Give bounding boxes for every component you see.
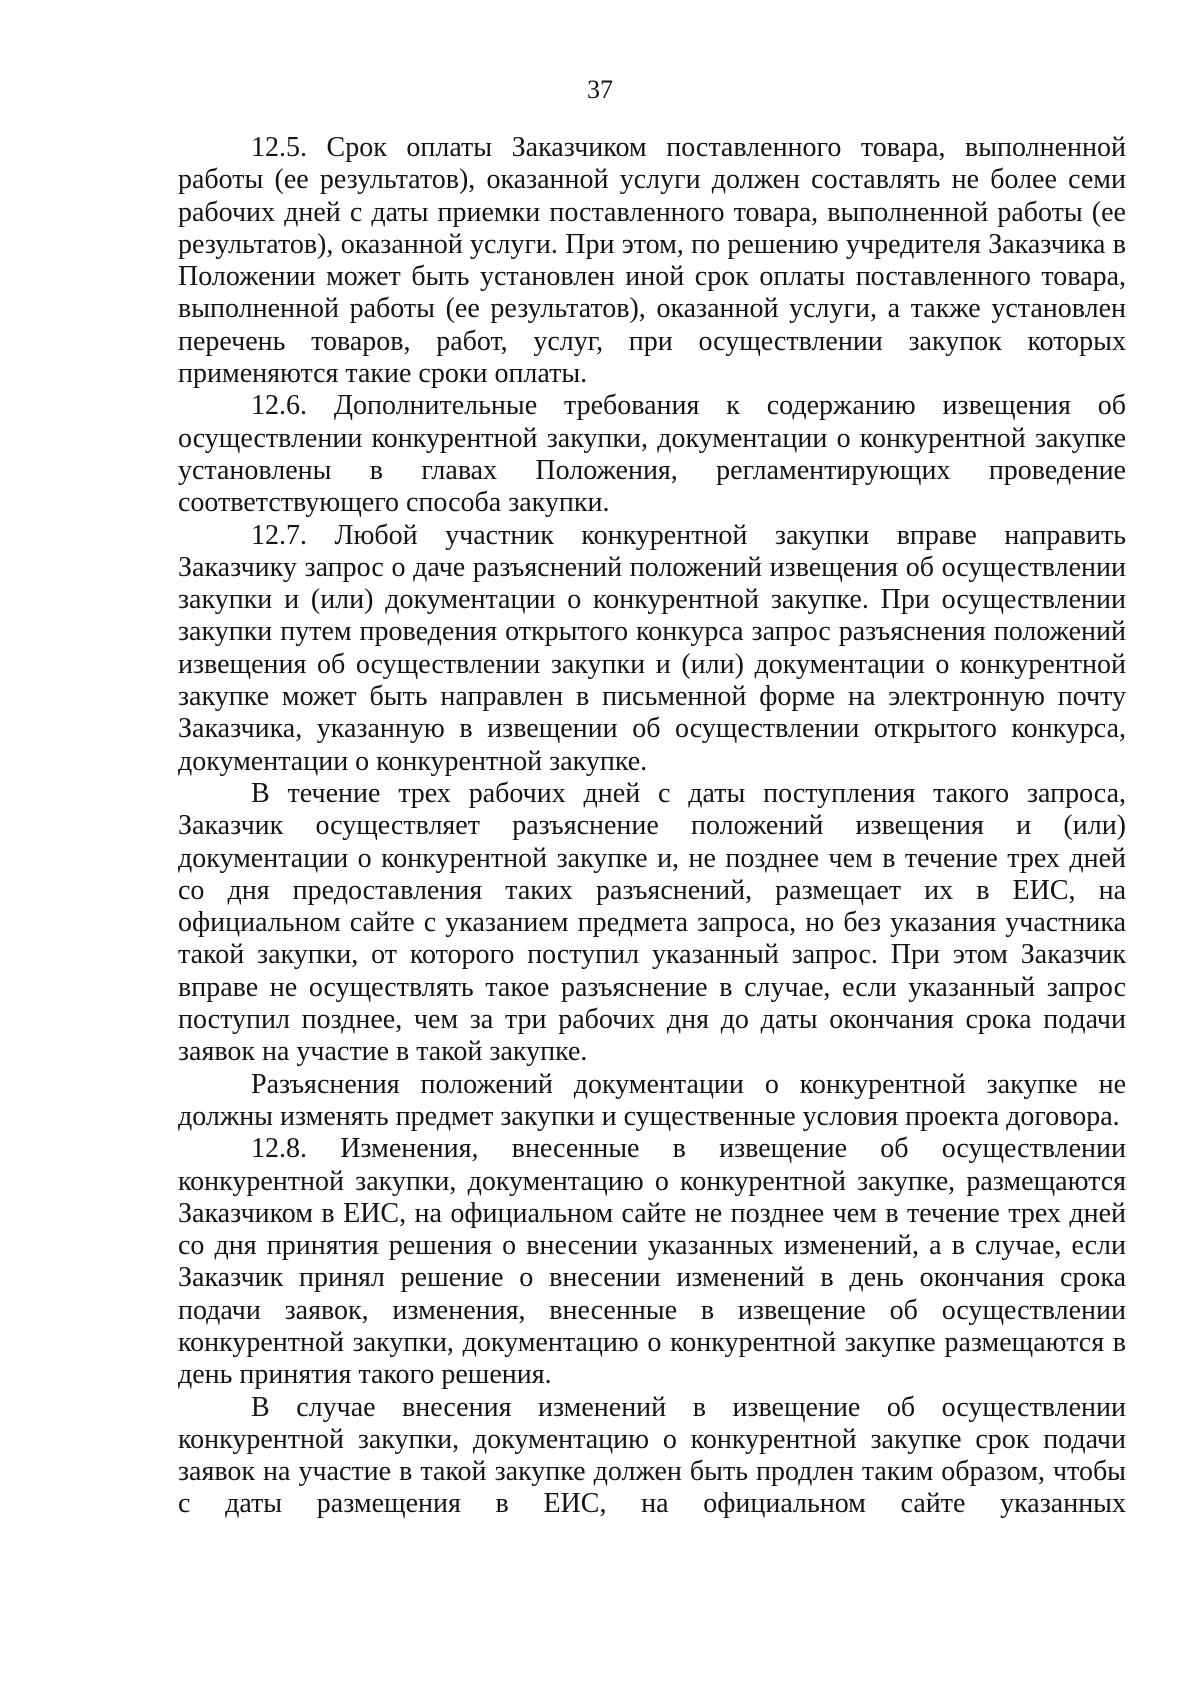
paragraph-12-7-clarification-scope: Разъяснения положений документации о конкурентной закупке не должны изменять предмет закупки и существенные условия проекта договора. bbox=[178, 1068, 1126, 1132]
paragraph-12-7: 12.7. Любой участник конкурентной закупки вправе направить Заказчику запрос о даче разъяснений положений извещения об осуществлении закупки и (или) документации о конкурентной закупке. При осуществлении закупки путем проведения открытого конкурса запрос разъяснения положений извещения об осуществлении закупки и (или) документации о конкурентной закупке может быть направлен в письменной форме на электронную почту Заказчика, указанную в извещении об осуществлении открытого конкурса, документации о конкурентной закупке. bbox=[178, 519, 1126, 777]
paragraph-12-7-clarification-term: В течение трех рабочих дней с даты поступления такого запроса, Заказчик осуществляет разъяснение положений извещения и (или) документации о конкурентной закупке и, не позднее чем в течение трех дней со дня предоставления таких разъяснений, размещает их в ЕИС, на официальном сайте с указанием предмета запроса, но без указания участника такой закупки, от которого поступил указанный запрос. При этом Заказчик вправе не осуществлять такое разъяснение в случае, если указанный запрос поступил позднее, чем за три рабочих дня до даты окончания срока подачи заявок на участие в такой закупке. bbox=[178, 777, 1126, 1068]
paragraph-12-8: 12.8. Изменения, внесенные в извещение об осуществлении конкурентной закупки, документацию о конкурентной закупке, размещаются Заказчиком в ЕИС, на официальном сайте не позднее чем в течение трех дней со дня принятия решения о внесении указанных изменений, а в случае, если Заказчик принял решение о внесении изменений в день окончания срока подачи заявок, изменения, внесенные в извещение об осуществлении конкурентной закупки, документацию о конкурентной закупке размещаются в день принятия такого решения. bbox=[178, 1133, 1126, 1391]
page-number: 37 bbox=[587, 75, 613, 104]
paragraph-12-5: 12.5. Срок оплаты Заказчиком поставленного товара, выполненной работы (ее результатов), оказанной услуги должен составлять не более семи рабочих дней с даты приемки поставленного товара, выполненной работы (ее результатов), оказанной услуги. При этом, по решению учредителя Заказчика в Положении может быть установлен иной срок оплаты поставленного товара, выполненной работы (ее результатов), оказанной услуги, а также установлен перечень товаров, работ, услуг, при осуществлении закупок которых применяются такие сроки оплаты. bbox=[178, 132, 1126, 390]
document-body bbox=[178, 132, 1126, 1521]
paragraph-12-6: 12.6. Дополнительные требования к содержанию извещения об осуществлении конкурентной закупки, документации о конкурентной закупке установлены в главах Положения, регламентирующих проведение соответствующего способа закупки. bbox=[178, 390, 1126, 519]
paragraph-12-8-deadline-extension: В случае внесения изменений в извещение об осуществлении конкурентной закупки, документацию о конкурентной закупке срок подачи заявок на участие в такой закупке должен быть продлен таким образом, чтобы с даты размещения в ЕИС, на официальном сайте указанных bbox=[178, 1391, 1126, 1520]
